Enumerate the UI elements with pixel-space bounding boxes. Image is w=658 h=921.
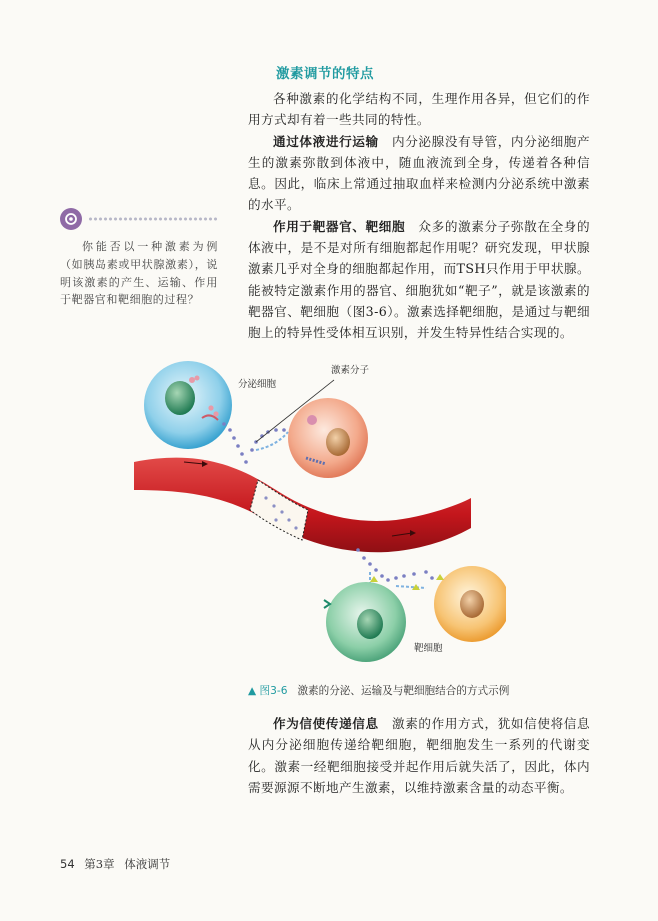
- paragraph-lead: 通过体液进行运输: [273, 133, 379, 149]
- paragraph-messenger: [248, 713, 590, 798]
- intro-paragraph: 各种激素的化学结构不同，生理作用各异，但它们的作用方式却有着一些共同的特性。: [248, 91, 590, 128]
- chapter-number: 第3章: [84, 857, 115, 871]
- label-secretory-cell: 分泌细胞: [238, 379, 277, 390]
- paragraph-target: [248, 216, 590, 344]
- main-text: [248, 62, 590, 344]
- figure-3-6: [126, 350, 506, 670]
- label-target-cell: 靶细胞: [414, 643, 443, 654]
- main-text-bottom: [248, 713, 590, 798]
- chapter-title: 体液调节: [124, 857, 171, 871]
- paragraph-lead: 作用于靶器官、靶细胞: [273, 218, 406, 234]
- paragraph-transport: [248, 131, 590, 216]
- paragraph-body: 激素的作用方式，犹如信使将信息从内分泌细胞传递给靶细胞，靶细胞发生一系列的代谢变化。激素一经靶细胞接受并起作用后就失活了，因此，体内需要源源不断地产生激素，以维持激素含量的动态平衡。: [248, 716, 591, 795]
- vessel-cutaway: [250, 480, 308, 540]
- label-hormone-molecule: 激素分子: [331, 365, 370, 376]
- question-icon: [60, 208, 82, 230]
- page-footer: [60, 856, 170, 872]
- paragraph-body: 众多的激素分子弥散在全身的体液中，是不是对所有细胞都起作用呢？研究发现，甲状腺激素几乎对全身的细胞都起作用，而TSH只作用于甲状腺。能被特定激素作用的器官、细胞犹如“靶子”，就是该激素的靶器官、靶细胞（图3-6）。激素选择靶细胞，是通过与靶细胞上的特异性受体相互识别，并发生特异性结合实现的。: [248, 218, 591, 341]
- page-number: 54: [60, 857, 75, 871]
- paragraph-lead: 作为信使传递信息: [273, 716, 379, 731]
- sidebar-question: [60, 208, 218, 309]
- blood-vessel: [134, 458, 471, 553]
- caption-triangle-icon: ▲: [248, 685, 257, 697]
- sidebar-header: [60, 208, 218, 230]
- section-title: 激素调节的特点: [276, 66, 374, 82]
- caption-number: 图3-6: [259, 685, 288, 697]
- sidebar-text: 你能否以一种激素为例（如胰岛素或甲状腺激素），说明该激素的产生、运输、作用于靶器官和靶细胞的过程？: [60, 240, 218, 307]
- paragraph-body: 内分泌腺没有导管，内分泌细胞产生的激素弥散到体液中，随血液流到全身，传递着各种信息。因此，临床上常通过抽取血样来检测内分泌系统中激素的水平。: [248, 133, 591, 213]
- figure-illustration: [126, 350, 506, 670]
- caption-text: 激素的分泌、运输及与靶细胞结合的方式示例: [297, 685, 510, 697]
- figure-caption: [248, 683, 509, 698]
- dotted-divider: [88, 216, 218, 222]
